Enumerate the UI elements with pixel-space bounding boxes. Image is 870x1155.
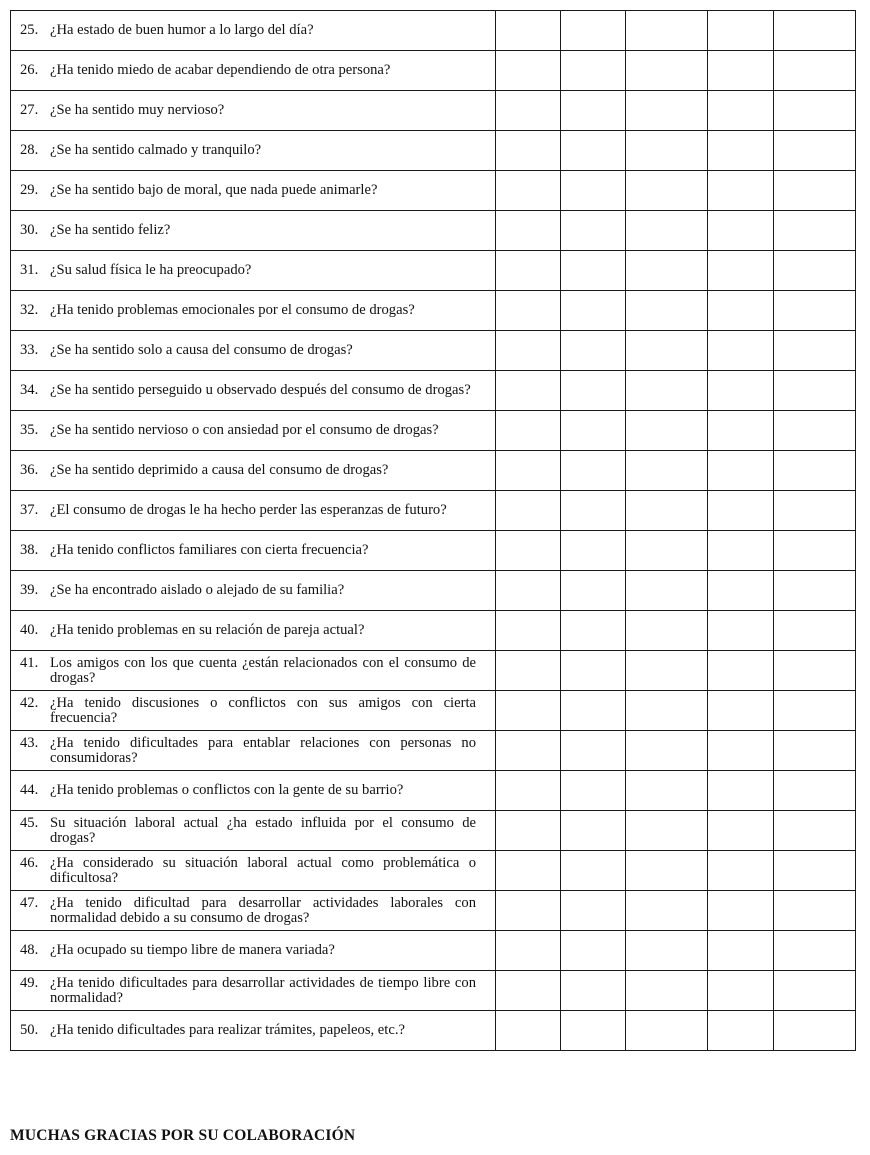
answer-box-4[interactable] bbox=[708, 131, 774, 171]
answer-box-5[interactable] bbox=[774, 11, 856, 51]
answer-box-1[interactable] bbox=[496, 411, 561, 451]
question-number: 38. bbox=[20, 542, 39, 558]
answer-box-5[interactable] bbox=[774, 251, 856, 291]
question-cell bbox=[11, 731, 496, 771]
question-cell bbox=[11, 531, 496, 571]
question-cell bbox=[11, 331, 496, 371]
answer-box-3[interactable] bbox=[626, 211, 708, 251]
answer-box-1[interactable] bbox=[496, 371, 561, 411]
question-number: 49. bbox=[20, 974, 39, 991]
answer-box-2[interactable] bbox=[561, 251, 626, 291]
question-cell bbox=[11, 171, 496, 211]
answer-box-3[interactable] bbox=[626, 851, 708, 891]
answer-box-1[interactable] bbox=[496, 1011, 561, 1051]
question-row bbox=[11, 891, 856, 931]
answer-box-1[interactable] bbox=[496, 771, 561, 811]
answer-box-3[interactable] bbox=[626, 491, 708, 531]
answer-box-2[interactable] bbox=[561, 171, 626, 211]
answer-box-3[interactable] bbox=[626, 971, 708, 1011]
question-row bbox=[11, 11, 856, 51]
answer-box-3[interactable] bbox=[626, 411, 708, 451]
answer-box-3[interactable] bbox=[626, 611, 708, 651]
question-text: ¿Se ha encontrado aislado o alejado de su familia? bbox=[50, 582, 345, 598]
answer-box-4[interactable] bbox=[708, 851, 774, 891]
answer-box-3[interactable] bbox=[626, 811, 708, 851]
question-cell bbox=[11, 291, 496, 331]
answer-box-2[interactable] bbox=[561, 211, 626, 251]
question-row bbox=[11, 611, 856, 651]
answer-box-5[interactable] bbox=[774, 171, 856, 211]
answer-box-5[interactable] bbox=[774, 451, 856, 491]
answer-box-4[interactable] bbox=[708, 171, 774, 211]
question-row bbox=[11, 851, 856, 891]
question-cell bbox=[11, 611, 496, 651]
answer-box-1[interactable] bbox=[496, 611, 561, 651]
question-number: 28. bbox=[20, 142, 39, 158]
answer-box-3[interactable] bbox=[626, 331, 708, 371]
question-cell bbox=[11, 811, 496, 851]
question-row bbox=[11, 651, 856, 691]
answer-box-2[interactable] bbox=[561, 11, 626, 51]
question-number: 37. bbox=[20, 502, 39, 518]
answer-box-3[interactable] bbox=[626, 891, 708, 931]
answer-box-4[interactable] bbox=[708, 291, 774, 331]
answer-box-2[interactable] bbox=[561, 491, 626, 531]
question-text: Los amigos con los que cuenta ¿están relacionados con el consumo de drogas? bbox=[50, 654, 476, 686]
answer-box-2[interactable] bbox=[561, 931, 626, 971]
answer-box-1[interactable] bbox=[496, 691, 561, 731]
question-row bbox=[11, 731, 856, 771]
question-number: 30. bbox=[20, 222, 39, 238]
answer-box-4[interactable] bbox=[708, 51, 774, 91]
answer-box-1[interactable] bbox=[496, 211, 561, 251]
question-number: 34. bbox=[20, 382, 39, 398]
question-cell bbox=[11, 371, 496, 411]
answer-box-3[interactable] bbox=[626, 571, 708, 611]
question-row bbox=[11, 251, 856, 291]
answer-box-4[interactable] bbox=[708, 211, 774, 251]
answer-box-1[interactable] bbox=[496, 331, 561, 371]
question-row bbox=[11, 51, 856, 91]
answer-box-2[interactable] bbox=[561, 411, 626, 451]
answer-box-3[interactable] bbox=[626, 251, 708, 291]
question-text: ¿Ha tenido problemas o conflictos con la gente de su barrio? bbox=[50, 782, 404, 798]
question-row bbox=[11, 171, 856, 211]
questionnaire-table bbox=[10, 10, 856, 1051]
question-text: ¿Ha tenido dificultades para realizar trámites, papeleos, etc.? bbox=[50, 1022, 405, 1038]
answer-box-5[interactable] bbox=[774, 611, 856, 651]
question-text: ¿Ha considerado su situación laboral actual como problemática o dificultosa? bbox=[50, 854, 476, 886]
answer-box-2[interactable] bbox=[561, 891, 626, 931]
question-cell bbox=[11, 491, 496, 531]
question-cell bbox=[11, 771, 496, 811]
question-text: ¿Se ha sentido nervioso o con ansiedad por el consumo de drogas? bbox=[50, 422, 439, 438]
question-cell bbox=[11, 571, 496, 611]
question-number: 40. bbox=[20, 622, 39, 638]
question-cell bbox=[11, 651, 496, 691]
answer-box-2[interactable] bbox=[561, 771, 626, 811]
answer-box-4[interactable] bbox=[708, 11, 774, 51]
answer-box-5[interactable] bbox=[774, 571, 856, 611]
answer-box-4[interactable] bbox=[708, 971, 774, 1011]
answer-box-1[interactable] bbox=[496, 51, 561, 91]
question-row bbox=[11, 411, 856, 451]
answer-box-5[interactable] bbox=[774, 731, 856, 771]
answer-box-1[interactable] bbox=[496, 891, 561, 931]
answer-box-4[interactable] bbox=[708, 411, 774, 451]
answer-box-3[interactable] bbox=[626, 171, 708, 211]
question-text: ¿Se ha sentido feliz? bbox=[50, 222, 171, 238]
question-text: ¿Ha tenido miedo de acabar dependiendo de otra persona? bbox=[50, 62, 391, 78]
answer-box-4[interactable] bbox=[708, 331, 774, 371]
question-number: 32. bbox=[20, 302, 39, 318]
answer-box-5[interactable] bbox=[774, 891, 856, 931]
question-row bbox=[11, 531, 856, 571]
question-cell bbox=[11, 851, 496, 891]
question-cell bbox=[11, 211, 496, 251]
question-text: ¿Ha tenido problemas emocionales por el consumo de drogas? bbox=[50, 302, 415, 318]
answer-box-2[interactable] bbox=[561, 651, 626, 691]
question-number: 47. bbox=[20, 894, 39, 911]
question-text: ¿Se ha sentido bajo de moral, que nada puede animarle? bbox=[50, 182, 378, 198]
question-number: 26. bbox=[20, 62, 39, 78]
answer-box-3[interactable] bbox=[626, 131, 708, 171]
question-text: ¿Se ha sentido muy nervioso? bbox=[50, 102, 225, 118]
answer-box-1[interactable] bbox=[496, 851, 561, 891]
questionnaire-body bbox=[11, 11, 856, 1051]
answer-box-1[interactable] bbox=[496, 571, 561, 611]
answer-box-1[interactable] bbox=[496, 251, 561, 291]
answer-box-2[interactable] bbox=[561, 611, 626, 651]
answer-box-4[interactable] bbox=[708, 1011, 774, 1051]
question-number: 39. bbox=[20, 582, 39, 598]
question-text: ¿Ha tenido problemas en su relación de pareja actual? bbox=[50, 622, 365, 638]
answer-box-2[interactable] bbox=[561, 571, 626, 611]
answer-box-5[interactable] bbox=[774, 771, 856, 811]
answer-box-3[interactable] bbox=[626, 91, 708, 131]
answer-box-2[interactable] bbox=[561, 371, 626, 411]
answer-box-3[interactable] bbox=[626, 531, 708, 571]
question-number: 48. bbox=[20, 942, 39, 958]
answer-box-3[interactable] bbox=[626, 1011, 708, 1051]
question-number: 44. bbox=[20, 782, 39, 798]
question-text: ¿Ha ocupado su tiempo libre de manera variada? bbox=[50, 942, 335, 958]
answer-box-1[interactable] bbox=[496, 451, 561, 491]
answer-box-5[interactable] bbox=[774, 811, 856, 851]
answer-box-5[interactable] bbox=[774, 411, 856, 451]
answer-box-1[interactable] bbox=[496, 811, 561, 851]
answer-box-3[interactable] bbox=[626, 731, 708, 771]
answer-box-3[interactable] bbox=[626, 451, 708, 491]
answer-box-1[interactable] bbox=[496, 731, 561, 771]
answer-box-4[interactable] bbox=[708, 651, 774, 691]
answer-box-3[interactable] bbox=[626, 771, 708, 811]
question-row bbox=[11, 291, 856, 331]
answer-box-1[interactable] bbox=[496, 971, 561, 1011]
question-cell bbox=[11, 51, 496, 91]
question-row bbox=[11, 571, 856, 611]
answer-box-3[interactable] bbox=[626, 11, 708, 51]
answer-box-2[interactable] bbox=[561, 811, 626, 851]
question-number: 35. bbox=[20, 422, 39, 438]
answer-box-4[interactable] bbox=[708, 251, 774, 291]
answer-box-3[interactable] bbox=[626, 691, 708, 731]
answer-box-5[interactable] bbox=[774, 851, 856, 891]
answer-box-5[interactable] bbox=[774, 331, 856, 371]
question-cell bbox=[11, 971, 496, 1011]
answer-box-2[interactable] bbox=[561, 331, 626, 371]
question-row bbox=[11, 771, 856, 811]
answer-box-5[interactable] bbox=[774, 91, 856, 131]
question-number: 27. bbox=[20, 102, 39, 118]
question-number: 33. bbox=[20, 342, 39, 358]
answer-box-1[interactable] bbox=[496, 11, 561, 51]
answer-box-2[interactable] bbox=[561, 731, 626, 771]
answer-box-4[interactable] bbox=[708, 91, 774, 131]
answer-box-1[interactable] bbox=[496, 171, 561, 211]
question-text: Su situación laboral actual ¿ha estado influida por el consumo de drogas? bbox=[50, 814, 476, 846]
answer-box-4[interactable] bbox=[708, 371, 774, 411]
question-number: 45. bbox=[20, 814, 39, 831]
answer-box-5[interactable] bbox=[774, 691, 856, 731]
question-text: ¿Ha tenido dificultades para desarrollar actividades de tiempo libre con normalidad? bbox=[50, 974, 476, 1006]
answer-box-1[interactable] bbox=[496, 491, 561, 531]
question-cell bbox=[11, 11, 496, 51]
question-row bbox=[11, 971, 856, 1011]
question-cell bbox=[11, 691, 496, 731]
answer-box-5[interactable] bbox=[774, 491, 856, 531]
question-text: ¿Se ha sentido deprimido a causa del consumo de drogas? bbox=[50, 462, 389, 478]
answer-box-4[interactable] bbox=[708, 451, 774, 491]
question-cell bbox=[11, 91, 496, 131]
question-row bbox=[11, 131, 856, 171]
answer-box-4[interactable] bbox=[708, 731, 774, 771]
question-number: 50. bbox=[20, 1022, 39, 1038]
question-row bbox=[11, 1011, 856, 1051]
answer-box-2[interactable] bbox=[561, 531, 626, 571]
answer-box-5[interactable] bbox=[774, 51, 856, 91]
answer-box-5[interactable] bbox=[774, 291, 856, 331]
question-number: 41. bbox=[20, 654, 39, 671]
question-text: ¿Ha tenido conflictos familiares con cierta frecuencia? bbox=[50, 542, 369, 558]
answer-box-1[interactable] bbox=[496, 651, 561, 691]
answer-box-1[interactable] bbox=[496, 91, 561, 131]
answer-box-5[interactable] bbox=[774, 651, 856, 691]
question-text: ¿Su salud física le ha preocupado? bbox=[50, 262, 252, 278]
answer-box-2[interactable] bbox=[561, 971, 626, 1011]
question-row bbox=[11, 491, 856, 531]
answer-box-1[interactable] bbox=[496, 931, 561, 971]
answer-box-2[interactable] bbox=[561, 291, 626, 331]
question-cell bbox=[11, 1011, 496, 1051]
answer-box-2[interactable] bbox=[561, 91, 626, 131]
question-number: 42. bbox=[20, 694, 39, 711]
closing-message: MUCHAS GRACIAS POR SU COLABORACIÓN bbox=[10, 1127, 356, 1144]
answer-box-2[interactable] bbox=[561, 131, 626, 171]
question-text: ¿Se ha sentido solo a causa del consumo de drogas? bbox=[50, 342, 353, 358]
question-number: 25. bbox=[20, 22, 39, 38]
question-text: ¿Se ha sentido perseguido u observado después del consumo de drogas? bbox=[50, 382, 471, 398]
answer-box-5[interactable] bbox=[774, 971, 856, 1011]
answer-box-2[interactable] bbox=[561, 1011, 626, 1051]
answer-box-3[interactable] bbox=[626, 371, 708, 411]
question-text: ¿Ha tenido dificultades para entablar relaciones con personas no consumidoras? bbox=[50, 734, 476, 766]
answer-box-4[interactable] bbox=[708, 771, 774, 811]
answer-box-3[interactable] bbox=[626, 651, 708, 691]
question-number: 46. bbox=[20, 854, 39, 871]
answer-box-3[interactable] bbox=[626, 931, 708, 971]
answer-box-5[interactable] bbox=[774, 531, 856, 571]
answer-box-4[interactable] bbox=[708, 931, 774, 971]
question-row bbox=[11, 691, 856, 731]
question-row bbox=[11, 931, 856, 971]
answer-box-1[interactable] bbox=[496, 291, 561, 331]
question-row bbox=[11, 811, 856, 851]
question-cell bbox=[11, 891, 496, 931]
answer-box-3[interactable] bbox=[626, 291, 708, 331]
answer-box-5[interactable] bbox=[774, 931, 856, 971]
question-number: 36. bbox=[20, 462, 39, 478]
answer-box-2[interactable] bbox=[561, 691, 626, 731]
answer-box-4[interactable] bbox=[708, 571, 774, 611]
answer-box-3[interactable] bbox=[626, 51, 708, 91]
answer-box-4[interactable] bbox=[708, 811, 774, 851]
answer-box-5[interactable] bbox=[774, 1011, 856, 1051]
question-cell bbox=[11, 931, 496, 971]
answer-box-1[interactable] bbox=[496, 131, 561, 171]
question-row bbox=[11, 451, 856, 491]
question-text: ¿Ha tenido discusiones o conflictos con sus amigos con cierta frecuencia? bbox=[50, 694, 476, 726]
question-row bbox=[11, 331, 856, 371]
question-row bbox=[11, 91, 856, 131]
question-cell bbox=[11, 451, 496, 491]
answer-box-4[interactable] bbox=[708, 891, 774, 931]
answer-box-1[interactable] bbox=[496, 531, 561, 571]
answer-box-2[interactable] bbox=[561, 51, 626, 91]
question-number: 43. bbox=[20, 734, 39, 751]
answer-box-5[interactable] bbox=[774, 211, 856, 251]
question-row bbox=[11, 211, 856, 251]
answer-box-5[interactable] bbox=[774, 371, 856, 411]
question-text: ¿Ha tenido dificultad para desarrollar actividades laborales con normalidad debido a su consumo de drogas? bbox=[50, 894, 476, 926]
question-row bbox=[11, 371, 856, 411]
question-text: ¿El consumo de drogas le ha hecho perder las esperanzas de futuro? bbox=[50, 502, 447, 518]
question-cell bbox=[11, 411, 496, 451]
answer-box-5[interactable] bbox=[774, 131, 856, 171]
question-cell bbox=[11, 131, 496, 171]
question-text: ¿Se ha sentido calmado y tranquilo? bbox=[50, 142, 262, 158]
answer-box-4[interactable] bbox=[708, 691, 774, 731]
answer-box-4[interactable] bbox=[708, 491, 774, 531]
answer-box-2[interactable] bbox=[561, 451, 626, 491]
question-number: 29. bbox=[20, 182, 39, 198]
answer-box-4[interactable] bbox=[708, 611, 774, 651]
answer-box-2[interactable] bbox=[561, 851, 626, 891]
question-cell bbox=[11, 251, 496, 291]
answer-box-4[interactable] bbox=[708, 531, 774, 571]
question-text: ¿Ha estado de buen humor a lo largo del día? bbox=[50, 22, 314, 38]
question-number: 31. bbox=[20, 262, 39, 278]
